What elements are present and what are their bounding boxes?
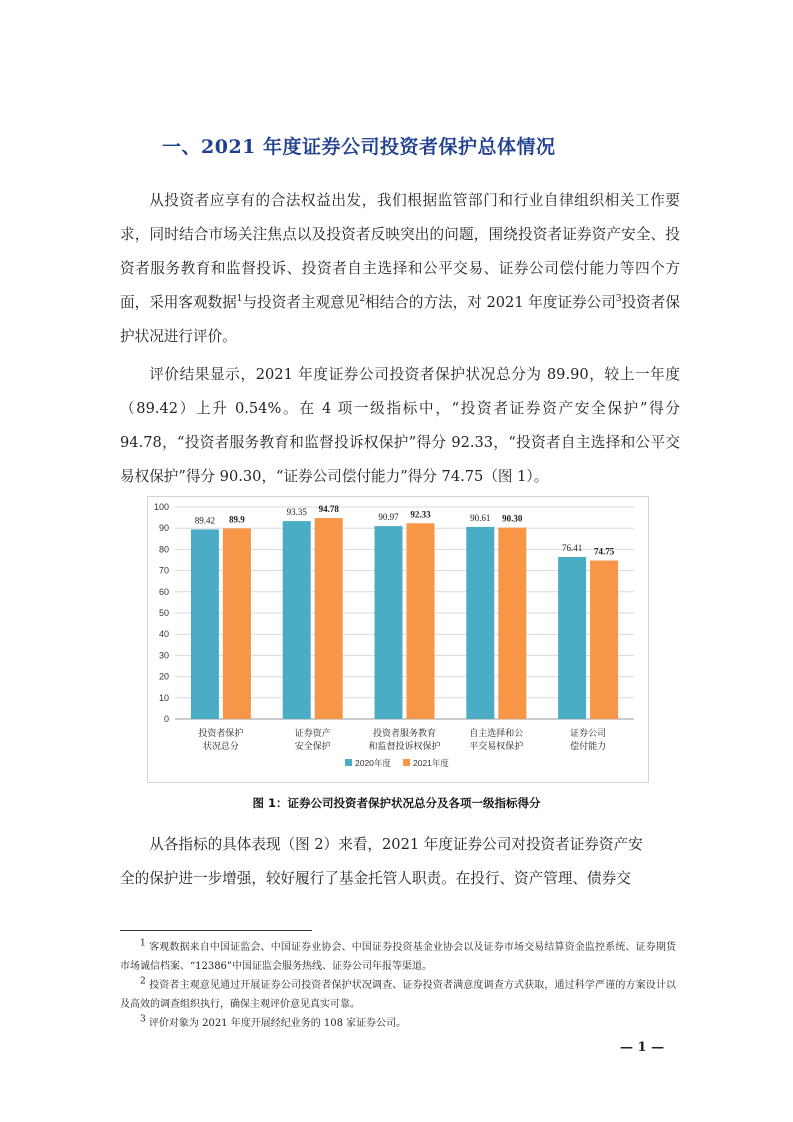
x-tick-label-3-2: 和监督投诉权保护	[368, 741, 441, 751]
footnote-3-marker: 3	[140, 1014, 146, 1025]
paragraph-scope	[120, 184, 680, 354]
data-label-1-2: 93.35	[286, 507, 307, 518]
footnote-1-marker: 1	[140, 938, 146, 949]
bar-1-2	[283, 521, 311, 719]
data-label-1-1: 89.42	[194, 515, 216, 526]
y-tick-label-60: 60	[158, 586, 169, 597]
y-tick-label-30: 30	[158, 650, 169, 661]
y-tick-label-20: 20	[158, 671, 169, 682]
bar-1-4	[466, 527, 494, 719]
figure-caption: 图 1：证券公司投资者保护状况总分及各项一级指标得分	[252, 796, 541, 810]
legend-label-1: 2020年度	[355, 758, 391, 768]
y-tick-label-90: 90	[158, 523, 169, 534]
y-tick-label-10: 10	[158, 692, 169, 703]
y-tick-label-40: 40	[158, 629, 169, 640]
footnote-2	[120, 976, 676, 1014]
footnote-ref-2: 2	[359, 294, 366, 305]
paragraph-indicators-line-2: 全的保护进一步增强，较好履行了基金托管人职责。在投行、资产管理、债券交	[120, 870, 631, 887]
x-tick-label-2-1: 证券资产	[294, 728, 331, 738]
data-label-2-4: 90.30	[502, 513, 523, 524]
y-tick-label-0: 0	[163, 714, 169, 724]
score-bar-chart	[147, 496, 649, 783]
data-label-2-1: 89.9	[229, 514, 245, 525]
paragraph-indicators	[120, 828, 680, 896]
footnote-ref-1: 1	[236, 294, 243, 305]
chart-svg	[148, 497, 648, 782]
footnote-1	[120, 938, 676, 976]
x-tick-label-1-1: 投资者保护	[198, 728, 244, 738]
bar-2-5	[590, 561, 618, 719]
legend-swatch-2	[403, 759, 410, 766]
footnote-1-text: 客观数据来自中国证监会、中国证券业协会、中国证券投资基金业协会以及证券市场交易结算资金监控系统、证券期货市场诚信档案、“12386”中国证监会服务热线、证券公司年报等渠道。	[120, 942, 677, 972]
bar-1-3	[375, 526, 403, 719]
x-tick-label-5-1: 证券公司	[570, 728, 607, 738]
footnote-3-text: 评价对象为 2021 年度开展经纪业务的 108 家证券公司。	[148, 1018, 407, 1029]
y-tick-label-50: 50	[158, 608, 169, 618]
bar-2-1	[223, 528, 251, 719]
x-tick-label-4-2: 平交易权保护	[469, 741, 524, 751]
footnote-2-text: 投资者主观意见通过开展证券公司投资者保护状况调查、证券投资者满意度调查方式获取，通过科学严谨的方案设计以及高效的调查组织执行，确保主观评价意见真实可靠。	[120, 980, 677, 1010]
footnote-3	[120, 1014, 676, 1033]
footnote-divider	[120, 930, 312, 931]
x-tick-label-3-1: 投资者服务教育	[372, 728, 437, 738]
bar-2-3	[407, 523, 435, 719]
x-tick-label-1-2: 状况总分	[202, 741, 239, 751]
paragraph-results-text: 评价结果显示，2021 年度证券公司投资者保护状况总分为 89.90，较上一年度（89.42）上升 0.54%。在 4 项一级指标中，“投资者证券资产安全保护”得分 94.78，“投资者服务教育和监督投诉权保护”得分 92.33，“投资者自主选择和公平交易权保护”得分 90.30，“证券公司偿付能力”得分 74.75（图 1）。	[120, 366, 680, 485]
data-label-1-5: 76.41	[561, 543, 583, 554]
x-tick-label-2-2: 安全保护	[294, 741, 331, 751]
data-label-1-4: 90.61	[470, 512, 491, 523]
bar-1-1	[191, 529, 219, 719]
page-number: — 1 —	[620, 1040, 665, 1055]
paragraph-results	[120, 358, 680, 494]
footnote-ref-3: 3	[615, 294, 622, 305]
x-tick-label-4-1: 自主选择和公	[469, 728, 524, 738]
bar-2-2	[315, 518, 343, 719]
data-label-2-2: 94.78	[318, 504, 339, 515]
bar-1-5	[558, 557, 586, 719]
footnotes	[120, 938, 676, 1033]
data-label-2-3: 92.33	[410, 509, 431, 520]
data-label-1-3: 90.97	[378, 512, 399, 523]
paragraph-scope-text-2: 与投资者主观意见	[242, 294, 360, 311]
footnote-2-marker: 2	[140, 976, 146, 987]
y-tick-label-70: 70	[158, 565, 169, 576]
legend-swatch-1	[345, 759, 352, 766]
x-tick-label-5-2: 偿付能力	[570, 741, 607, 751]
y-tick-label-100: 100	[153, 502, 169, 512]
section-heading: 一、2021 年度证券公司投资者保护总体情况	[162, 136, 556, 158]
paragraph-indicators-line-1: 从各指标的具体表现（图 2）来看，2021 年度证券公司对投资者证券资产安	[149, 836, 643, 853]
legend-label-2: 2021年度	[413, 758, 449, 768]
paragraph-scope-text-3: 相结合的方法，对 2021 年度证券公司	[365, 294, 616, 311]
bar-2-4	[498, 528, 526, 719]
data-label-2-5: 74.75	[593, 546, 615, 557]
y-tick-label-80: 80	[158, 544, 169, 555]
paragraph-scope-text-4: 投资者保护状况进行评价。	[120, 294, 680, 345]
paragraph-scope-text-1: 从投资者应享有的合法权益出发，我们根据监管部门和行业自律组织相关工作要求，同时结合市场关注焦点以及投资者反映突出的问题，围绕投资者证券资产安全、投资者服务教育和监督投诉、投资者自主选择和公平交易、证券公司偿付能力等四个方面，采用客观数据	[120, 192, 680, 311]
